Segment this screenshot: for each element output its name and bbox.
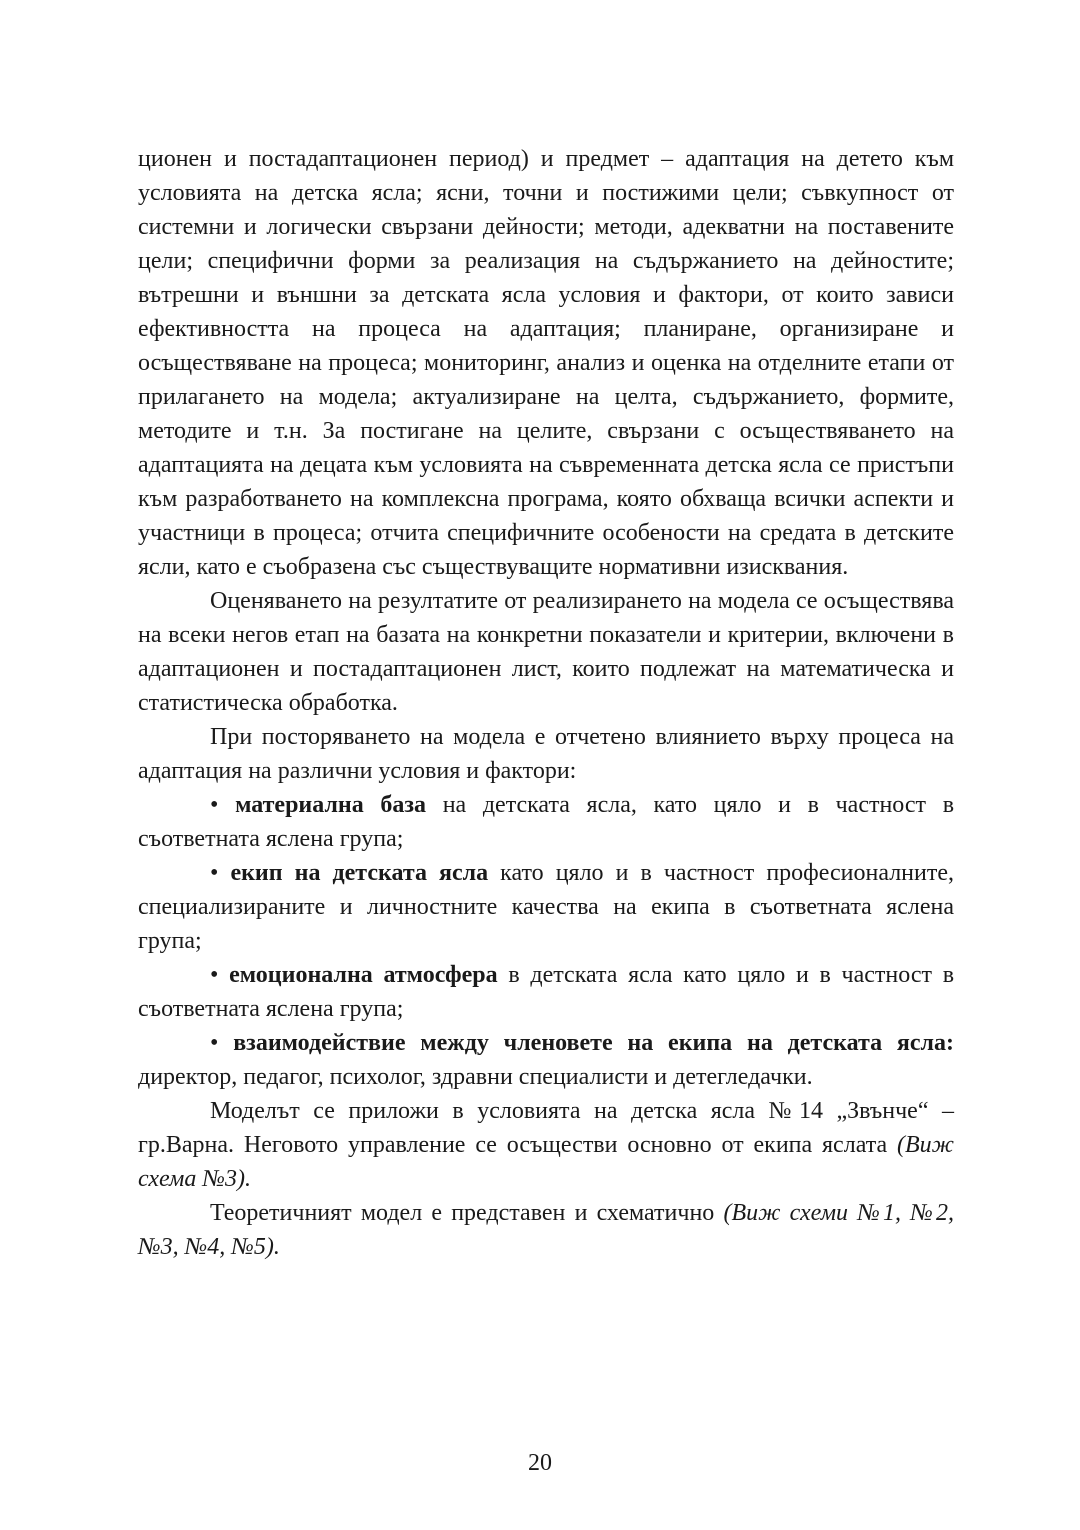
schema-reference: (Виж схеми №1, №2, №3, №4, №5). [138, 1200, 955, 1260]
bullet-item-emotional-atmosphere [138, 958, 954, 1026]
paragraph-evaluation: Оценяването на резултатите от реализирането на модела се осъществява на всеки негов етап на базата на конкретни показатели и критерии, включени в адаптационен и постадаптационен лист, които подлежат на математическа и статистическа обработка. [138, 588, 954, 716]
bullet-item-interaction [138, 1026, 954, 1094]
bullet-mark: • [210, 792, 219, 818]
bullet-mark: • [210, 962, 219, 988]
paragraph-schemes [138, 1196, 954, 1264]
paragraph-text: Моделът се приложи в условията на детска ясла №14 „Звънче“ – гр.Варна. Неговото управление се осъществи основно от екипа яслата [138, 1098, 954, 1158]
paragraph-application [138, 1094, 954, 1196]
bullet-item-team [138, 856, 954, 958]
bullet-text: като цяло и в частност професионалните, специализираните и личностните качества на екипа в съответната яслена група; [138, 860, 954, 954]
paragraph-text: Теоретичният модел е представен и схематично [210, 1200, 724, 1226]
paragraph-factors-intro: При посторяването на модела е отчетено влиянието върху процеса на адаптация на различни условия и фактори: [138, 724, 954, 784]
bullet-term: екип на детската ясла [230, 860, 489, 886]
page-body [138, 142, 954, 1264]
bullet-text: на детската ясла, като цяло и в частност в съответната яслена група; [138, 792, 955, 852]
schema-reference: (Виж схема №3). [138, 1132, 954, 1192]
bullet-text: в детската ясла като цяло и в частност в съответната яслена група; [138, 962, 955, 1022]
paragraph-model-components: ционен и постадаптационен период) и предмет – адаптация на детето към условията на детска ясла; ясни, точни и постижими цели; съвкупност от системни и логически свързани дейности; методи, адекватни на поставените цели; специфични форми за реализация на съдържанието на дейностите; вътрешни и външни за детската ясла условия и фактори, от които зависи ефективността на процеса на адаптация; планиране, организиране и осъществяване на процеса; мониторинг, анализ и оценка на отделните етапи от прилагането на модела; актуализиране на целта, съдържанието, формите, методите и т.н. За постигане на целите, свързани с осъществяването на адаптацията на децата към условията на съвременната детска ясла се пристъпи към разработването на комплексна програма, която обхваща всички аспекти и участници в процеса; отчита специфичните особености на средата в детските ясли, като е съобразена със съществуващите нормативни изисквания. [138, 146, 954, 580]
bullet-item-material-base [138, 788, 954, 856]
bullet-text: директор, педагог, психолог, здравни специалисти и детегледачки. [138, 1064, 813, 1090]
page-number: 20 [528, 1450, 552, 1476]
bullet-term: емоционална атмосфера [229, 962, 498, 988]
bullet-term: взаимодействие между членовете на екипа на детската ясла: [233, 1030, 954, 1056]
bullet-term: материална база [235, 792, 427, 818]
bullet-mark: • [210, 860, 219, 886]
bullet-mark: • [210, 1030, 219, 1056]
